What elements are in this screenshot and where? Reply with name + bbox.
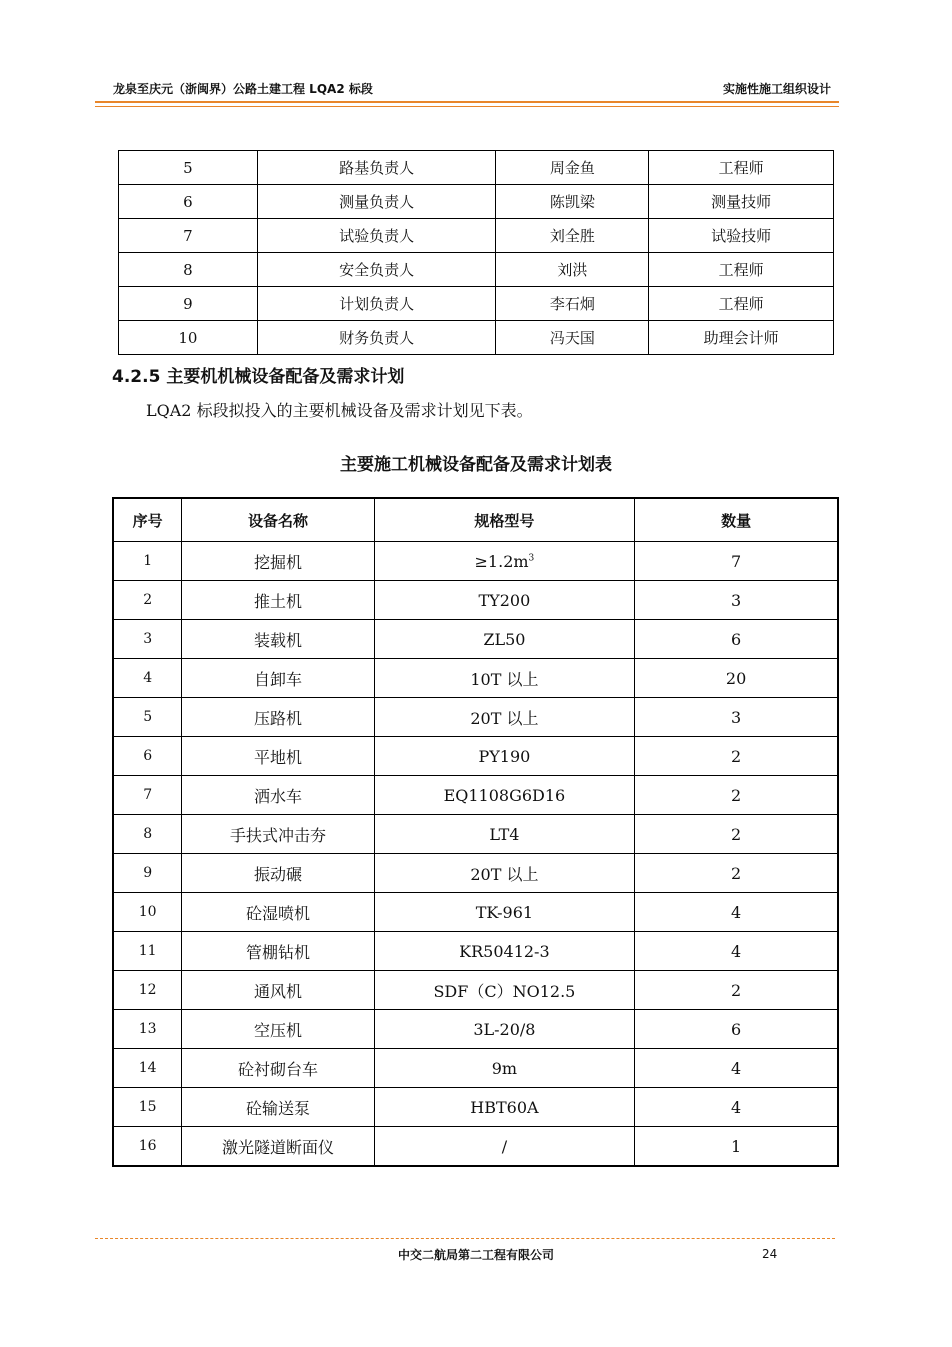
spec-text: ≥1.2m [474,551,529,571]
row-index: 16 [113,1127,182,1167]
equipment-quantity: 6 [635,1010,838,1049]
equipment-row [113,893,838,932]
equipment-quantity: 2 [635,776,838,815]
staff-cell: 路基负责人 [257,151,496,185]
equipment-name: 挖掘机 [182,542,374,581]
staff-row [119,151,834,185]
equipment-quantity: 4 [635,893,838,932]
page-header [95,78,839,98]
equipment-name: 手扶式冲击夯 [182,815,374,854]
header-cell-quantity: 数量 [635,498,838,542]
staff-cell: 李石炯 [496,287,649,321]
staff-cell: 8 [119,253,258,287]
equipment-quantity: 3 [635,581,838,620]
equipment-spec: SDF（C）NO12.5 [374,971,634,1010]
equipment-name: 管棚钻机 [182,932,374,971]
equipment-quantity: 4 [635,932,838,971]
row-index: 12 [113,971,182,1010]
equipment-name: 砼输送泵 [182,1088,374,1127]
equipment-spec: / [374,1127,634,1167]
equipment-quantity: 4 [635,1049,838,1088]
equipment-row [113,1127,838,1167]
equipment-spec: KR50412-3 [374,932,634,971]
row-index: 1 [113,542,182,581]
row-index: 11 [113,932,182,971]
equipment-name: 自卸车 [182,659,374,698]
section-intro: LQA2 标段拟投入的主要机械设备及需求计划见下表。 [146,401,533,420]
staff-row [119,185,834,219]
equipment-spec: EQ1108G6D16 [374,776,634,815]
equipment-row [113,1010,838,1049]
equipment-spec: 3L-20/8 [374,1010,634,1049]
row-index: 8 [113,815,182,854]
staff-row [119,219,834,253]
equipment-quantity: 1 [635,1127,838,1167]
equipment-name: 振动碾 [182,854,374,893]
staff-cell: 测量技师 [649,185,834,219]
equipment-row [113,698,838,737]
header-cell-name: 设备名称 [182,498,374,542]
staff-cell: 助理会计师 [649,321,834,355]
header-cell-index: 序号 [113,498,182,542]
equipment-row [113,620,838,659]
equipment-table-title: 主要施工机械设备配备及需求计划表 [340,455,612,475]
equipment-spec [374,542,634,581]
staff-cell: 7 [119,219,258,253]
staff-cell: 刘全胜 [496,219,649,253]
equipment-row [113,776,838,815]
row-index: 5 [113,698,182,737]
staff-cell: 10 [119,321,258,355]
staff-cell: 9 [119,287,258,321]
equipment-spec: LT4 [374,815,634,854]
equipment-spec: ZL50 [374,620,634,659]
equipment-name: 空压机 [182,1010,374,1049]
equipment-quantity: 3 [635,698,838,737]
equipment-row [113,1088,838,1127]
equipment-quantity: 4 [635,1088,838,1127]
row-index: 10 [113,893,182,932]
equipment-spec: 9m [374,1049,634,1088]
equipment-row [113,659,838,698]
row-index: 2 [113,581,182,620]
staff-cell: 工程师 [649,287,834,321]
row-index: 9 [113,854,182,893]
row-index: 13 [113,1010,182,1049]
equipment-spec: 10T 以上 [374,659,634,698]
row-index: 3 [113,620,182,659]
equipment-name: 压路机 [182,698,374,737]
staff-row [119,321,834,355]
row-index: 7 [113,776,182,815]
equipment-header-row [113,498,838,542]
equipment-spec: PY190 [374,737,634,776]
header-rule [95,101,839,103]
equipment-quantity: 20 [635,659,838,698]
equipment-row [113,1049,838,1088]
equipment-row [113,854,838,893]
equipment-quantity: 6 [635,620,838,659]
equipment-table [112,497,839,1167]
row-index: 6 [113,737,182,776]
staff-cell: 计划负责人 [257,287,496,321]
equipment-quantity: 7 [635,542,838,581]
staff-cell: 财务负责人 [257,321,496,355]
equipment-name: 砼衬砌台车 [182,1049,374,1088]
header-project-title: 龙泉至庆元（浙闽界）公路土建工程 LQA2 标段 [113,82,373,96]
footer-company: 中交二航局第二工程有限公司 [397,1248,554,1262]
staff-cell: 周金鱼 [496,151,649,185]
staff-cell: 安全负责人 [257,253,496,287]
staff-cell: 冯天国 [496,321,649,355]
staff-cell: 6 [119,185,258,219]
equipment-spec: 20T 以上 [374,698,634,737]
page-number: 24 [762,1247,778,1261]
staff-cell: 工程师 [649,253,834,287]
staff-cell: 陈凯梁 [496,185,649,219]
equipment-quantity: 2 [635,815,838,854]
section-title: 4.2.5 主要机机械设备配备及需求计划 [112,367,405,387]
equipment-name: 平地机 [182,737,374,776]
equipment-name: 激光隧道断面仪 [182,1127,374,1167]
equipment-row [113,815,838,854]
row-index: 15 [113,1088,182,1127]
equipment-spec: 20T 以上 [374,854,634,893]
staff-cell: 工程师 [649,151,834,185]
staff-cell: 试验技师 [649,219,834,253]
superscript-cubic: 3 [528,553,535,564]
equipment-row [113,581,838,620]
staff-cell: 5 [119,151,258,185]
header-rule-thin [95,106,839,107]
header-document-title: 实施性施工组织设计 [722,82,831,96]
staff-row [119,253,834,287]
equipment-spec: TK-961 [374,893,634,932]
equipment-name: 砼湿喷机 [182,893,374,932]
staff-row [119,287,834,321]
equipment-name: 装载机 [182,620,374,659]
equipment-spec: HBT60A [374,1088,634,1127]
equipment-row [113,932,838,971]
equipment-row [113,971,838,1010]
footer-rule [95,1238,835,1239]
equipment-name: 通风机 [182,971,374,1010]
equipment-quantity: 2 [635,737,838,776]
equipment-name: 洒水车 [182,776,374,815]
equipment-row [113,737,838,776]
staff-cell: 试验负责人 [257,219,496,253]
equipment-row [113,542,838,581]
equipment-quantity: 2 [635,854,838,893]
equipment-spec: TY200 [374,581,634,620]
row-index: 4 [113,659,182,698]
header-cell-spec: 规格型号 [374,498,634,542]
staff-cell: 刘洪 [496,253,649,287]
equipment-name: 推土机 [182,581,374,620]
staff-table [118,150,834,355]
equipment-quantity: 2 [635,971,838,1010]
row-index: 14 [113,1049,182,1088]
staff-cell: 测量负责人 [257,185,496,219]
